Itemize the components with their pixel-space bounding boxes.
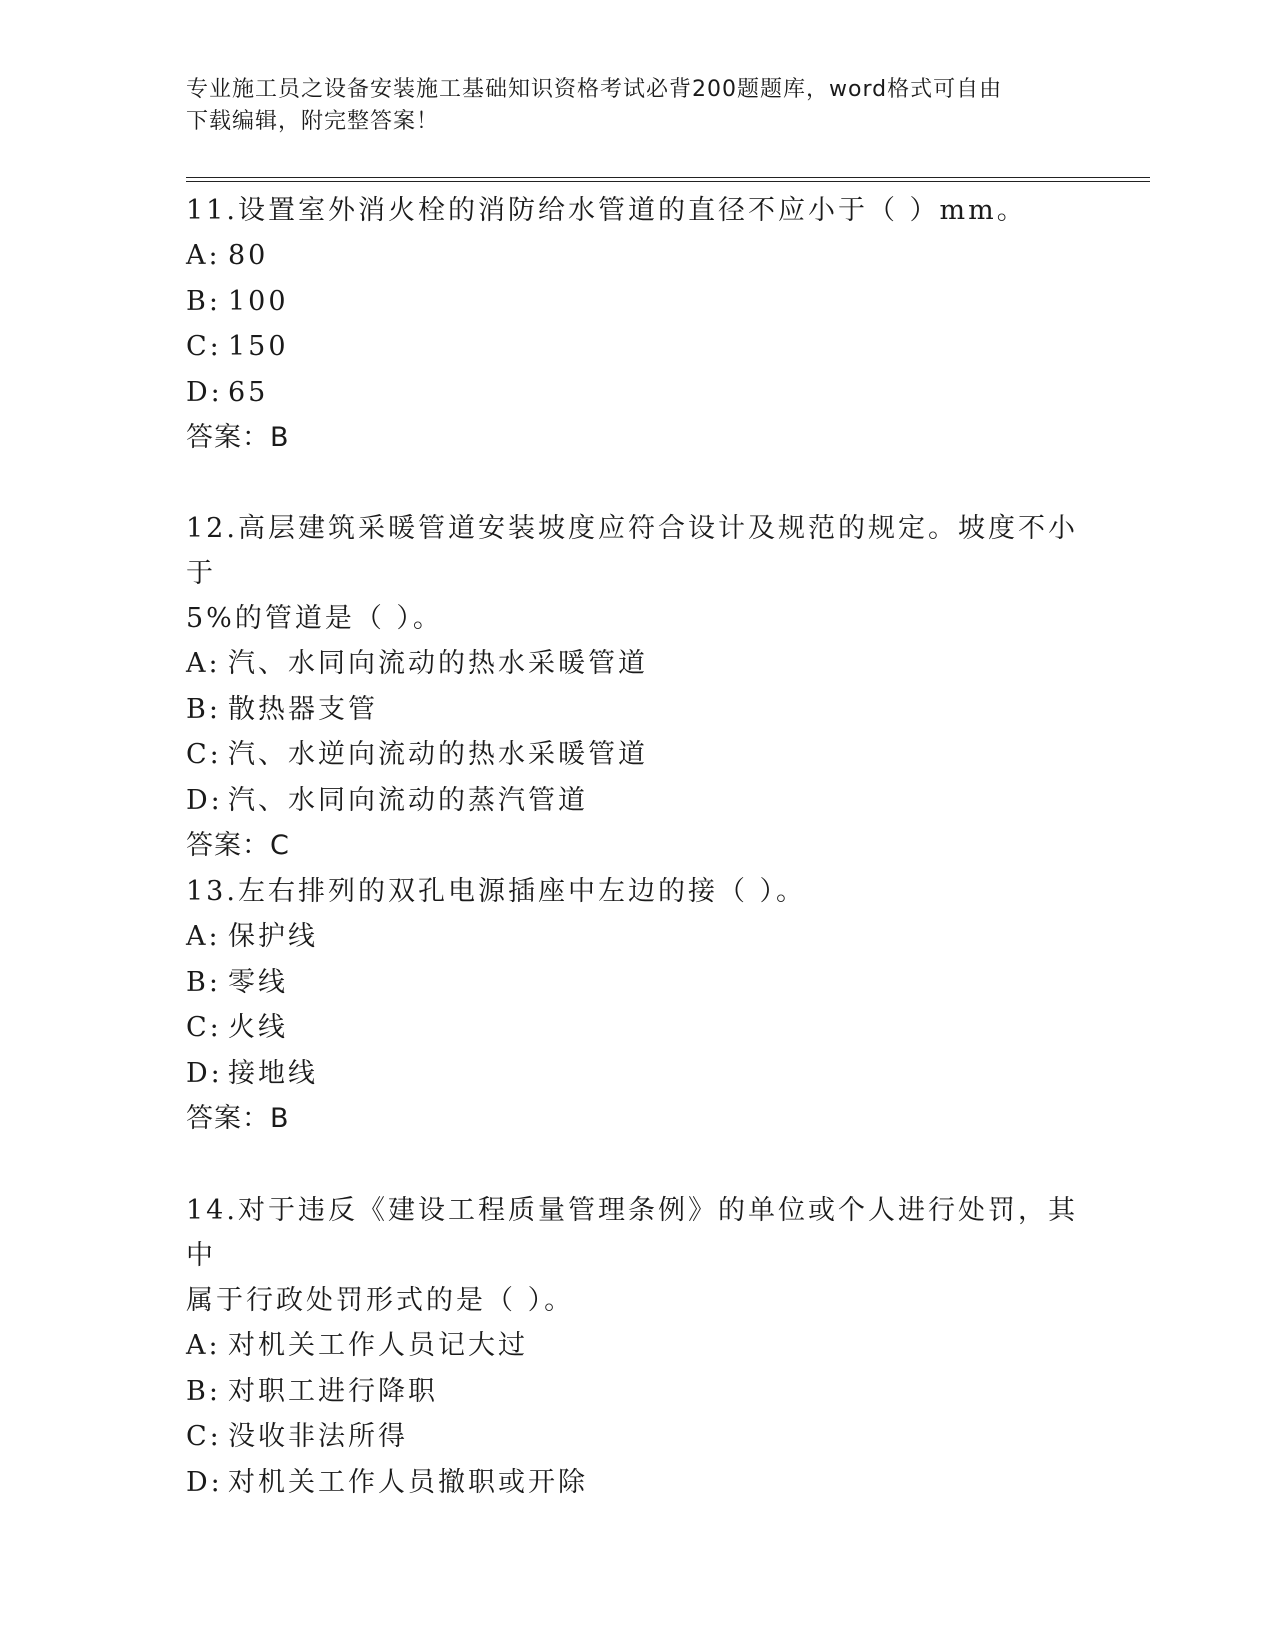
header-divider-bottom: [186, 181, 1150, 182]
option-d: [186, 1051, 1086, 1097]
option-key: D:: [186, 784, 223, 816]
option-text: 汽、水同向流动的蒸汽管道: [228, 784, 588, 816]
option-a: [186, 1323, 1086, 1369]
option-b: [186, 687, 1086, 733]
question-stem-line-1: 14.对于违反《建设工程质量管理条例》的单位或个人进行处罚，其中: [186, 1195, 1078, 1271]
option-text: 散热器支管: [228, 693, 378, 725]
option-key: B:: [186, 285, 221, 317]
option-text: 没收非法所得: [228, 1421, 408, 1452]
option-b: [186, 960, 1086, 1006]
question-stem-line-1: 12.高层建筑采暖管道安装坡度应符合设计及规范的规定。坡度不小于: [186, 513, 1078, 589]
option-d: [186, 778, 1086, 824]
option-c: [186, 324, 1086, 370]
option-key: C:: [186, 1421, 222, 1452]
option-text: 80: [228, 240, 269, 271]
option-key: C:: [186, 1012, 222, 1043]
option-key: B:: [186, 1375, 221, 1407]
option-key: A:: [186, 1330, 221, 1361]
option-key: A:: [186, 921, 221, 952]
question-stem-line-2: 属于行政处罚形式的是（ ）。: [186, 1285, 575, 1316]
option-text: 对机关工作人员记大过: [228, 1330, 528, 1361]
option-text: 对机关工作人员撤职或开除: [228, 1466, 588, 1498]
question-13: [186, 869, 1086, 1141]
option-c: [186, 1005, 1086, 1051]
option-b: [186, 1369, 1086, 1415]
option-text: 火线: [228, 1012, 288, 1043]
question-11: [186, 188, 1086, 460]
option-text: 100: [228, 285, 289, 317]
answer: 答案：C: [186, 830, 290, 861]
option-a: [186, 914, 1086, 960]
option-a: [186, 233, 1086, 279]
option-b: [186, 279, 1086, 325]
answer: 答案：B: [186, 422, 290, 453]
option-key: D:: [186, 376, 223, 408]
question-stem: 11.设置室外消火栓的消防给水管道的直径不应小于（ ）mm。: [186, 195, 1027, 226]
option-key: A:: [186, 648, 221, 679]
option-d: [186, 1460, 1086, 1506]
option-d: [186, 370, 1086, 416]
document-header: [186, 74, 1086, 138]
option-key: C:: [186, 739, 222, 770]
option-key: B:: [186, 693, 221, 725]
question-14: [186, 1188, 1086, 1505]
option-text: 零线: [228, 966, 288, 998]
option-text: 保护线: [228, 921, 318, 952]
header-line-1: 专业施工员之设备安装施工基础知识资格考试必背200题题库，word格式可自由: [186, 77, 1003, 102]
question-12: [186, 506, 1086, 868]
option-text: 150: [228, 331, 289, 362]
answer: 答案：B: [186, 1103, 290, 1134]
option-text: 汽、水逆向流动的热水采暖管道: [228, 739, 648, 770]
option-c: [186, 1414, 1086, 1460]
option-text: 接地线: [228, 1057, 318, 1089]
option-text: 汽、水同向流动的热水采暖管道: [228, 648, 648, 679]
option-a: [186, 641, 1086, 687]
header-line-2: 下载编辑，附完整答案！: [186, 109, 440, 134]
option-key: D:: [186, 1466, 223, 1498]
option-key: A:: [186, 240, 221, 271]
question-stem-line-2: 5%的管道是（ ）。: [186, 603, 443, 634]
option-text: 65: [228, 376, 269, 408]
option-key: B:: [186, 966, 221, 998]
option-key: C:: [186, 331, 222, 362]
option-c: [186, 732, 1086, 778]
question-stem: 13.左右排列的双孔电源插座中左边的接（ ）。: [186, 876, 807, 907]
option-key: D:: [186, 1057, 223, 1089]
header-divider-top: [186, 177, 1150, 178]
option-text: 对职工进行降职: [228, 1375, 438, 1407]
